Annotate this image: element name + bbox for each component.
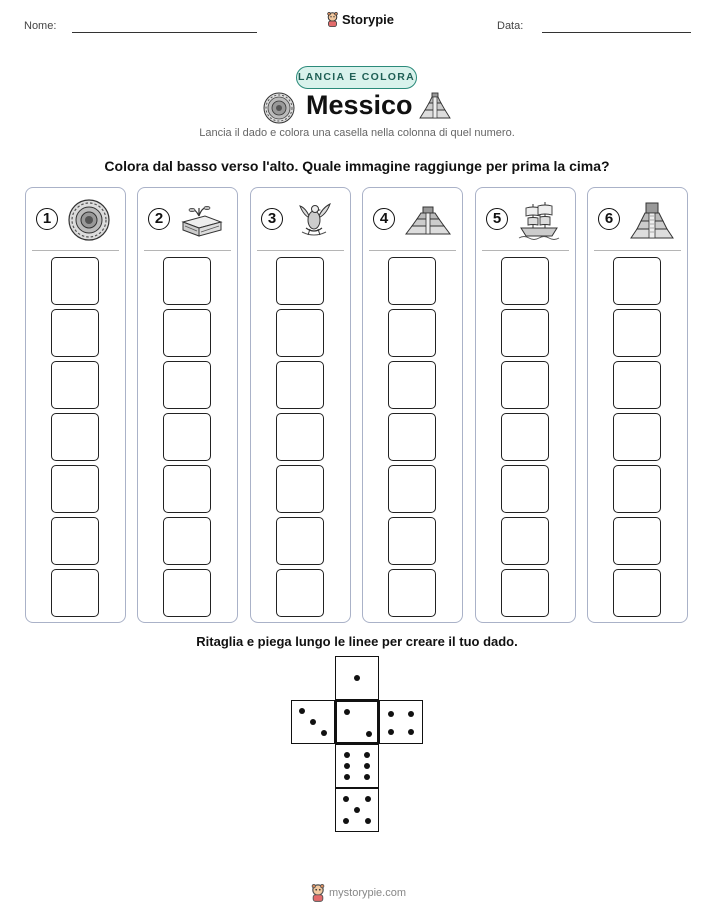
column-divider — [369, 250, 456, 251]
galleon-ship-icon — [517, 198, 561, 242]
pip — [364, 774, 370, 780]
die-face-3 — [291, 700, 335, 744]
brand-logo — [326, 12, 394, 27]
die-face-2 — [335, 700, 379, 744]
color-box[interactable] — [163, 465, 211, 513]
column-1 — [25, 187, 126, 623]
pip — [354, 675, 360, 681]
color-box[interactable] — [51, 413, 99, 461]
color-box[interactable] — [613, 309, 661, 357]
pip — [299, 708, 305, 714]
column-divider — [594, 250, 681, 251]
color-box[interactable] — [163, 309, 211, 357]
name-label: Nome: — [24, 20, 57, 32]
aztec-calendar-icon — [263, 92, 295, 124]
pip — [364, 752, 370, 758]
die-face-4 — [379, 700, 423, 744]
step-pyramid-icon — [418, 92, 452, 120]
color-box[interactable] — [51, 569, 99, 617]
pip — [310, 719, 316, 725]
brand-name: Storypie — [342, 12, 395, 27]
color-box[interactable] — [388, 257, 436, 305]
column-3 — [250, 187, 351, 623]
color-box[interactable] — [51, 257, 99, 305]
step-pyramid-icon — [629, 198, 675, 242]
color-box[interactable] — [276, 309, 324, 357]
question-text: Colora dal basso verso l'alto. Quale immagine raggiunge per prima la cima? — [104, 158, 610, 174]
color-box[interactable] — [51, 517, 99, 565]
color-box[interactable] — [501, 361, 549, 409]
color-box[interactable] — [613, 413, 661, 461]
color-box[interactable] — [163, 413, 211, 461]
color-box[interactable] — [51, 465, 99, 513]
column-number: 2 — [148, 208, 170, 230]
column-number: 5 — [486, 208, 508, 230]
color-box[interactable] — [613, 569, 661, 617]
column-5 — [475, 187, 576, 623]
column-number: 4 — [373, 208, 395, 230]
color-box[interactable] — [501, 517, 549, 565]
chinampa-garden-icon — [179, 198, 225, 242]
column-number: 6 — [598, 208, 620, 230]
color-box[interactable] — [276, 413, 324, 461]
color-box[interactable] — [613, 361, 661, 409]
pip — [343, 796, 349, 802]
dice-instruction: Ritaglia e piega lungo le linee per creare il tuo dado. — [196, 634, 518, 649]
color-box[interactable] — [613, 517, 661, 565]
pip — [408, 729, 414, 735]
column-6 — [587, 187, 688, 623]
color-box[interactable] — [276, 361, 324, 409]
column-2 — [137, 187, 238, 623]
pip — [388, 729, 394, 735]
pip — [343, 818, 349, 824]
die-face-6 — [335, 744, 379, 788]
color-box[interactable] — [163, 517, 211, 565]
color-box[interactable] — [276, 257, 324, 305]
color-box[interactable] — [388, 465, 436, 513]
color-box[interactable] — [163, 361, 211, 409]
eagle-icon — [292, 198, 336, 242]
activity-badge: LANCIA E COLORA — [296, 66, 417, 89]
color-box[interactable] — [276, 465, 324, 513]
pip — [365, 796, 371, 802]
color-box[interactable] — [51, 361, 99, 409]
color-box[interactable] — [613, 465, 661, 513]
pip — [365, 818, 371, 824]
column-divider — [32, 250, 119, 251]
column-divider — [144, 250, 231, 251]
footer-url[interactable]: mystorypie.com — [329, 887, 407, 899]
column-number: 1 — [36, 208, 58, 230]
aztec-calendar-icon — [67, 198, 111, 242]
page-title: Messico — [306, 90, 413, 120]
color-box[interactable] — [163, 569, 211, 617]
date-line[interactable] — [542, 32, 691, 33]
color-box[interactable] — [163, 257, 211, 305]
column-divider — [482, 250, 569, 251]
storypie-mascot-icon — [310, 884, 326, 902]
die-face-5 — [335, 788, 379, 832]
color-box[interactable] — [388, 309, 436, 357]
date-label: Data: — [497, 20, 524, 32]
color-box[interactable] — [501, 569, 549, 617]
pip — [344, 709, 350, 715]
color-box[interactable] — [388, 361, 436, 409]
pip — [321, 730, 327, 736]
storypie-mascot-icon — [326, 12, 339, 27]
pip — [388, 711, 394, 717]
column-4 — [362, 187, 463, 623]
color-box[interactable] — [613, 257, 661, 305]
pip — [364, 763, 370, 769]
pip — [408, 711, 414, 717]
footer — [310, 884, 406, 902]
color-box[interactable] — [501, 309, 549, 357]
color-box[interactable] — [276, 569, 324, 617]
color-box[interactable] — [501, 413, 549, 461]
die-face-1 — [335, 656, 379, 700]
pip — [344, 763, 350, 769]
pip — [344, 774, 350, 780]
column-number: 3 — [261, 208, 283, 230]
color-box[interactable] — [276, 517, 324, 565]
color-box[interactable] — [501, 465, 549, 513]
pip — [354, 807, 360, 813]
column-divider — [257, 250, 344, 251]
pip — [366, 731, 372, 737]
pyramid-icon — [404, 198, 452, 242]
name-line[interactable] — [72, 32, 257, 33]
instructions-text: Lancia il dado e colora una casella nella colonna di quel numero. — [199, 127, 515, 139]
color-box[interactable] — [51, 309, 99, 357]
color-box[interactable] — [388, 569, 436, 617]
color-box[interactable] — [501, 257, 549, 305]
color-box[interactable] — [388, 413, 436, 461]
pip — [344, 752, 350, 758]
color-box[interactable] — [388, 517, 436, 565]
